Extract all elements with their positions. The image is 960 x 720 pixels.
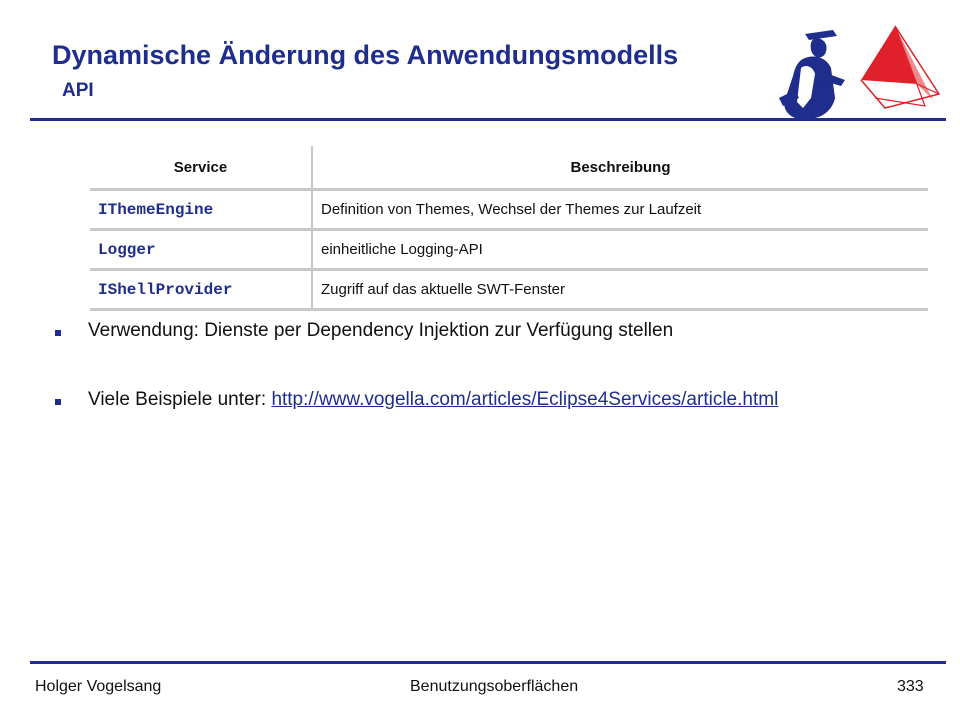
service-description: Zugriff auf das aktuelle SWT-Fenster [312, 270, 928, 310]
service-description: einheitliche Logging-API [312, 230, 928, 270]
service-name: IThemeEngine [90, 190, 312, 230]
vogella-articles-link[interactable]: http://www.vogella.com/articles/Eclipse4Services/article.html [271, 389, 779, 410]
header-divider [30, 118, 946, 121]
table-row [90, 190, 928, 230]
page-title: Dynamische Änderung des Anwendungsmodells [52, 40, 679, 70]
bullet-text-container [88, 389, 778, 411]
column-header-service: Service [90, 146, 312, 190]
bullet-square-icon [55, 399, 61, 405]
footer-divider [30, 661, 946, 664]
column-header-description: Beschreibung [312, 146, 928, 190]
graduate-figure-logo-icon [775, 28, 851, 120]
footer-page-number: 333 [897, 678, 924, 695]
red-tent-logo-icon [855, 22, 945, 114]
service-name: Logger [90, 230, 312, 270]
footer-course: Benutzungsoberflächen [410, 678, 579, 695]
bullet-text: Viele Beispiele unter: [88, 389, 272, 410]
service-table [90, 146, 928, 311]
table-row [90, 230, 928, 270]
footer-author: Holger Vogelsang [35, 678, 162, 695]
bullet-square-icon [55, 330, 61, 336]
service-name: IShellProvider [90, 270, 312, 310]
table-row [90, 270, 928, 310]
page-subtitle: API [62, 80, 94, 101]
bullet-text: Verwendung: Dienste per Dependency Injektion zur Verfügung stellen [88, 320, 674, 341]
table-header-row [90, 146, 928, 190]
service-description: Definition von Themes, Wechsel der Themes zur Laufzeit [312, 190, 928, 230]
